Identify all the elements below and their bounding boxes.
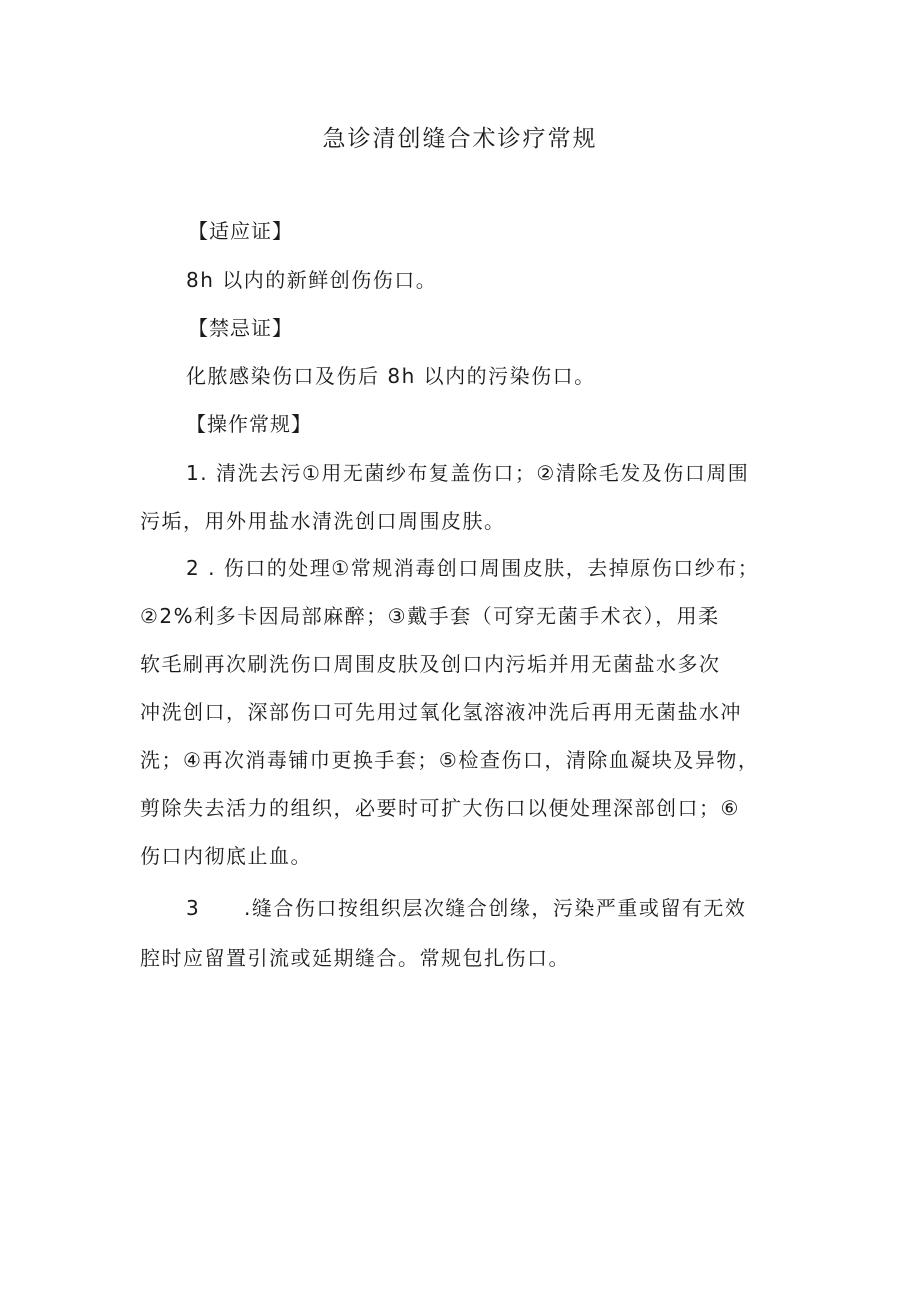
step2-line: 冲洗创口，深部伤口可先用过氧化氢溶液冲洗后再用无菌盐水冲 bbox=[140, 700, 742, 724]
step3-number: 3 bbox=[186, 896, 201, 920]
contraindications-text: 化脓感染伤口及伤后 8h 以内的污染伤口。 bbox=[186, 364, 596, 388]
step1-line: 1. 清洗去污①用无菌纱布复盖伤口；②清除毛发及伤口周围 bbox=[186, 461, 750, 485]
indications-text: 8h 以内的新鲜创伤伤口。 bbox=[186, 268, 438, 292]
document-title: 急诊清创缝合术诊疗常规 bbox=[322, 126, 598, 152]
step1-line: 污垢，用外用盐水清洗创口周围皮肤。 bbox=[140, 509, 506, 533]
step3-line: 腔时应留置引流或延期缝合。常规包扎伤口。 bbox=[140, 946, 570, 970]
step2-line: 洗；④再次消毒铺巾更换手套；⑤检查伤口，清除血凝块及异物， bbox=[140, 748, 760, 772]
step2-line: ②2%利多卡因局部麻醉；③戴手套（可穿无菌手术衣），用柔 bbox=[140, 604, 720, 628]
step2-line: 伤口内彻底止血。 bbox=[140, 844, 312, 868]
indications-heading: 【适应证】 bbox=[188, 219, 293, 243]
step3-line: .缝合伤口按组织层次缝合创缘，污染严重或留有无效 bbox=[244, 896, 747, 920]
step2-line: 2 . 伤口的处理①常规消毒创口周围皮肤，去掉原伤口纱布； bbox=[186, 556, 760, 580]
step3-first-line bbox=[186, 893, 746, 923]
step2-line: 剪除失去活力的组织，必要时可扩大伤口以便处理深部创口；⑥ bbox=[140, 796, 740, 820]
procedure-heading: 【操作常规】 bbox=[186, 412, 312, 436]
contraindications-heading: 【禁忌证】 bbox=[188, 316, 293, 340]
step2-line: 软毛刷再次刷洗伤口周围皮肤及创口内污垢并用无菌盐水多次 bbox=[140, 652, 721, 676]
